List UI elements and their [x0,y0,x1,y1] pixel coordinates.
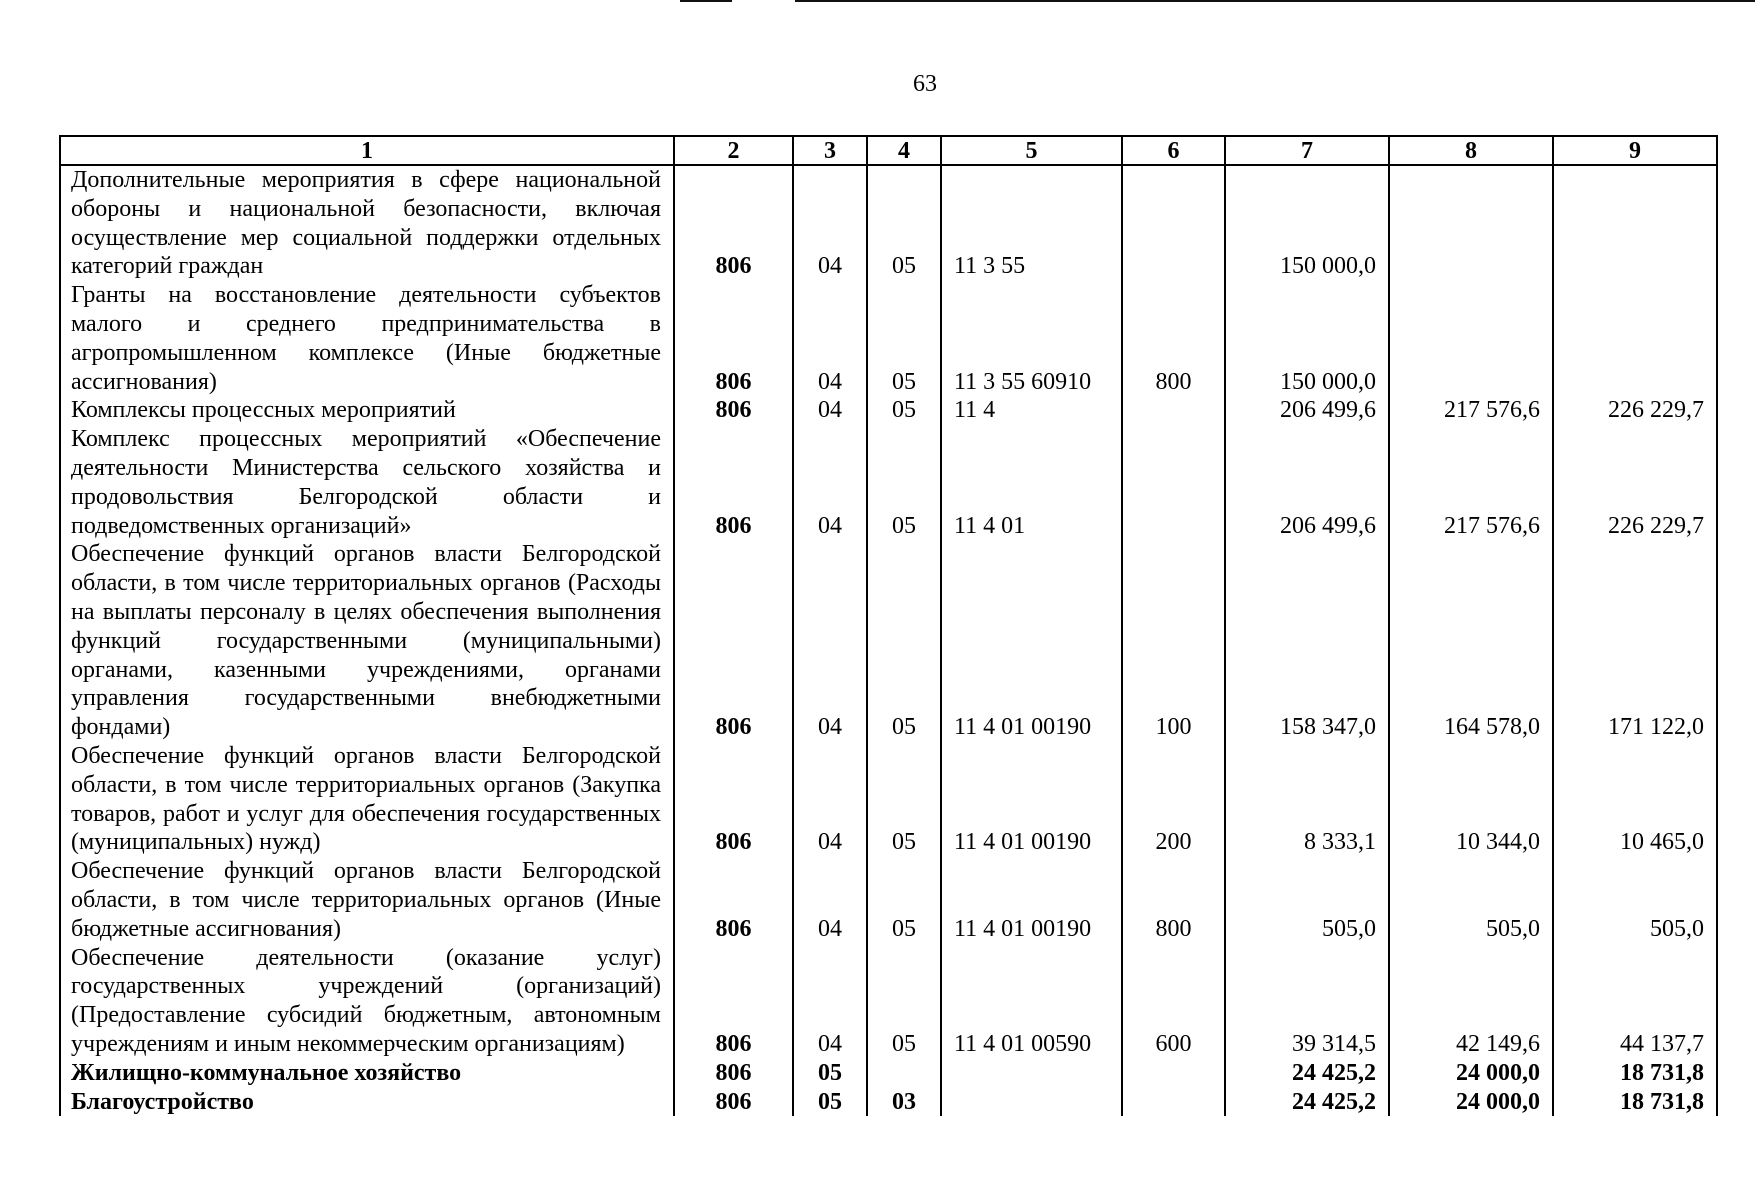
table-row [60,540,1717,742]
cell-section: 04 [793,165,867,281]
row-description: Обеспечение деятельности (оказание услуг) государственных учреждений (организаций) (Предоставление субсидий бюджетным, автономным учреждениям и иным некоммерческим организациям) [60,944,674,1059]
cell-amount-col8: 24 000,0 [1389,1088,1553,1117]
cell-administrator-code: 806 [674,944,793,1059]
cell-expense-type: 100 [1122,540,1225,742]
cell-target-article: 11 4 01 00190 [941,540,1122,742]
cell-amount-col7: 150 000,0 [1225,165,1389,281]
cell-expense-type [1122,1059,1225,1088]
cell-amount-col9: 10 465,0 [1553,742,1717,857]
table-row [60,396,1717,425]
column-header-2: 2 [674,136,793,165]
cell-target-article: 11 4 01 00190 [941,857,1122,943]
cell-section: 04 [793,857,867,943]
cell-target-article: 11 3 55 [941,165,1122,281]
column-header-9: 9 [1553,136,1717,165]
cell-expense-type [1122,396,1225,425]
column-header-6: 6 [1122,136,1225,165]
row-description: Комплексы процессных мероприятий [60,396,674,425]
cell-amount-col9: 18 731,8 [1553,1059,1717,1088]
cell-target-article [941,1059,1122,1088]
cell-expense-type: 800 [1122,857,1225,943]
cell-administrator-code: 806 [674,425,793,540]
cell-target-article [941,1088,1122,1117]
cell-administrator-code: 806 [674,396,793,425]
table-body [60,165,1717,1116]
cell-amount-col9: 226 229,7 [1553,396,1717,425]
cell-administrator-code: 806 [674,1059,793,1088]
cell-subsection: 05 [867,425,941,540]
cell-amount-col8: 10 344,0 [1389,742,1553,857]
cell-section: 04 [793,425,867,540]
cell-subsection: 03 [867,1088,941,1117]
cell-amount-col7: 39 314,5 [1225,944,1389,1059]
cell-section: 04 [793,944,867,1059]
cell-subsection: 05 [867,944,941,1059]
column-header-8: 8 [1389,136,1553,165]
row-description: Комплекс процессных мероприятий «Обеспечение деятельности Министерства сельского хозяйства и продовольствия Белгородской области и подведомственных организаций» [60,425,674,540]
cell-expense-type: 200 [1122,742,1225,857]
cell-amount-col9: 226 229,7 [1553,425,1717,540]
cell-expense-type [1122,425,1225,540]
cell-target-article: 11 4 01 [941,425,1122,540]
cell-amount-col8: 217 576,6 [1389,396,1553,425]
column-header-1: 1 [60,136,674,165]
cell-amount-col8 [1389,165,1553,281]
table-row [60,281,1717,396]
cell-amount-col7: 24 425,2 [1225,1059,1389,1088]
cell-amount-col7: 158 347,0 [1225,540,1389,742]
header-row [60,136,1717,165]
page-number: 63 [913,71,937,97]
cell-section: 05 [793,1059,867,1088]
cell-section: 04 [793,540,867,742]
row-description: Обеспечение функций органов власти Белгородской области, в том числе территориальных органов (Иные бюджетные ассигнования) [60,857,674,943]
row-description: Благоустройство [60,1088,674,1117]
cell-administrator-code: 806 [674,165,793,281]
cell-amount-col9 [1553,165,1717,281]
cell-section: 05 [793,1088,867,1117]
cell-subsection: 05 [867,540,941,742]
cell-target-article: 11 4 [941,396,1122,425]
cell-section: 04 [793,742,867,857]
column-header-5: 5 [941,136,1122,165]
cell-amount-col9: 44 137,7 [1553,944,1717,1059]
column-header-3: 3 [793,136,867,165]
row-description: Жилищно-коммунальное хозяйство [60,1059,674,1088]
cell-amount-col7: 206 499,6 [1225,396,1389,425]
cell-subsection: 05 [867,396,941,425]
cell-expense-type [1122,165,1225,281]
row-description: Дополнительные мероприятия в сфере национальной обороны и национальной безопасности, включая осуществление мер социальной поддержки отдельных категорий граждан [60,165,674,281]
cell-administrator-code: 806 [674,742,793,857]
cell-expense-type [1122,1088,1225,1117]
cell-amount-col9 [1553,281,1717,396]
column-header-4: 4 [867,136,941,165]
cell-amount-col7: 24 425,2 [1225,1088,1389,1117]
cell-target-article: 11 3 55 60910 [941,281,1122,396]
cell-amount-col8: 505,0 [1389,857,1553,943]
cell-subsection: 05 [867,281,941,396]
cell-subsection: 05 [867,165,941,281]
table-row [60,1059,1717,1088]
cell-amount-col9: 505,0 [1553,857,1717,943]
row-description: Обеспечение функций органов власти Белгородской области, в том числе территориальных органов (Закупка товаров, работ и услуг для обеспечения государственных (муниципальных) нужд) [60,742,674,857]
table-row [60,742,1717,857]
row-description: Обеспечение функций органов власти Белгородской области, в том числе территориальных органов (Расходы на выплаты персоналу в целях обеспечения выполнения функций государственными (муниципальными) органами, казенными учреждениями, органами управления государственными внебюджетными фондами) [60,540,674,742]
budget-table [59,135,1718,1116]
cell-amount-col9: 171 122,0 [1553,540,1717,742]
cell-administrator-code: 806 [674,857,793,943]
cell-amount-col7: 505,0 [1225,857,1389,943]
cell-amount-col7: 206 499,6 [1225,425,1389,540]
cell-amount-col8 [1389,281,1553,396]
cell-subsection [867,1059,941,1088]
cell-subsection: 05 [867,857,941,943]
row-description: Гранты на восстановление деятельности субъектов малого и среднего предпринимательства в агропромышленном комплексе (Иные бюджетные ассигнования) [60,281,674,396]
table-row [60,425,1717,540]
cell-amount-col9: 18 731,8 [1553,1088,1717,1117]
cell-administrator-code: 806 [674,1088,793,1117]
cell-expense-type: 600 [1122,944,1225,1059]
cell-amount-col8: 24 000,0 [1389,1059,1553,1088]
column-header-7: 7 [1225,136,1389,165]
cell-administrator-code: 806 [674,281,793,396]
cell-amount-col7: 150 000,0 [1225,281,1389,396]
cell-amount-col8: 42 149,6 [1389,944,1553,1059]
cell-section: 04 [793,396,867,425]
table-row [60,857,1717,943]
table-row [60,944,1717,1059]
cell-target-article: 11 4 01 00590 [941,944,1122,1059]
table-row [60,1088,1717,1117]
cell-administrator-code: 806 [674,540,793,742]
cell-amount-col8: 217 576,6 [1389,425,1553,540]
table-row [60,165,1717,281]
cell-expense-type: 800 [1122,281,1225,396]
scan-edge-line [680,0,732,2]
cell-amount-col8: 164 578,0 [1389,540,1553,742]
table-header [60,136,1717,165]
cell-subsection: 05 [867,742,941,857]
scan-edge-line [795,0,1755,2]
cell-section: 04 [793,281,867,396]
cell-amount-col7: 8 333,1 [1225,742,1389,857]
cell-target-article: 11 4 01 00190 [941,742,1122,857]
